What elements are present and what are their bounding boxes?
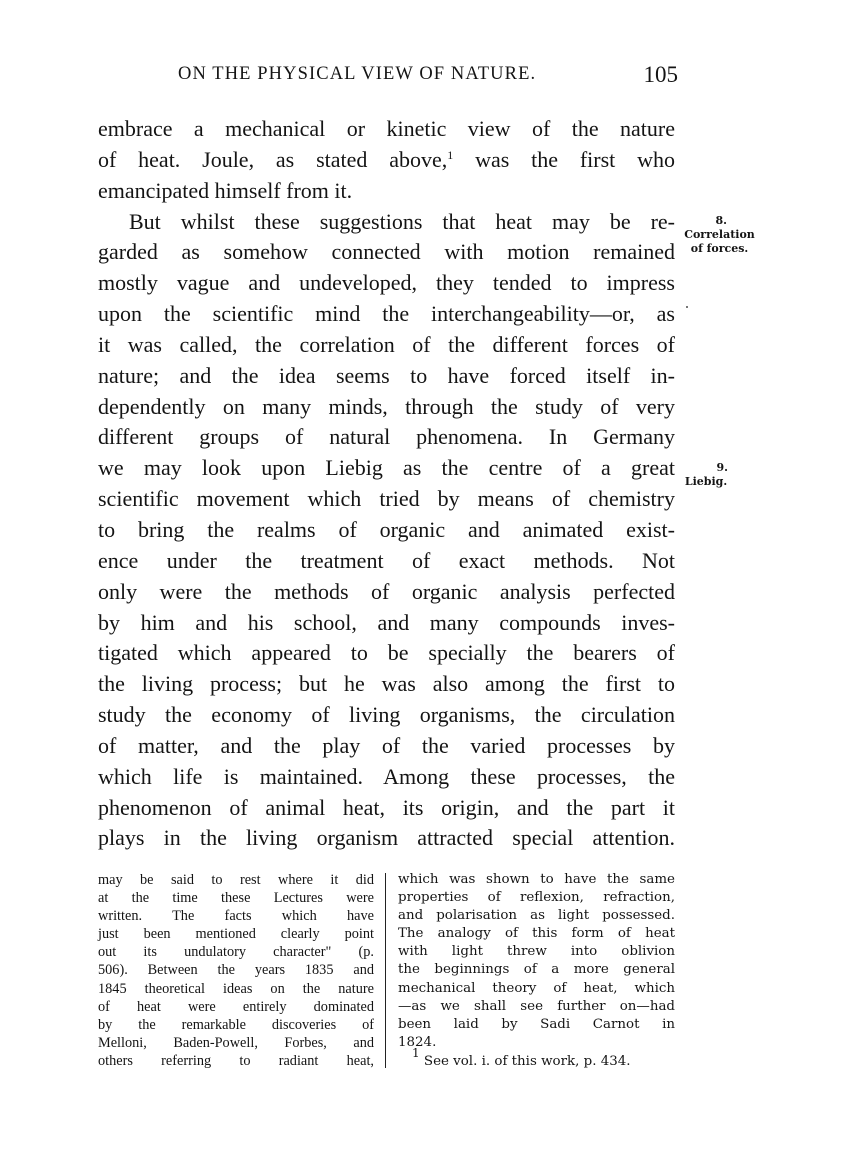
footnote-line: 1845 theoretical ideas on the nature: [98, 980, 374, 997]
footnote-line: The analogy of this form of heat: [398, 926, 675, 942]
footnote-line: 1824.: [398, 1034, 437, 1050]
body-line: But whilst these suggestions that heat may be re-: [129, 208, 675, 234]
body-line: the living process; but he was also among the first to: [98, 671, 675, 697]
body-line: to bring the realms of organic and animated exist-: [98, 516, 675, 542]
footnote-line: just been mentioned clearly point: [98, 926, 374, 943]
body-line-text: was the first who: [453, 146, 676, 172]
body-line: scientific movement which tried by means of chemistry: [98, 486, 675, 512]
column-divider: [385, 873, 386, 1068]
sidenote-line: of forces.: [690, 242, 749, 255]
body-line: it was called, the correlation of the different forces of: [98, 331, 675, 357]
body-line: embrace a mechanical or kinetic view of the nature: [98, 116, 675, 141]
footnote-line: at the time these Lectures were: [98, 890, 374, 907]
body-line: we may look upon Liebig as the centre of a great: [98, 455, 675, 481]
sidenote-line: Liebig.: [684, 475, 728, 488]
margin-mark: [686, 306, 688, 308]
footnote-line: mechanical theory of heat, which: [398, 980, 675, 996]
body-line: study the economy of living organisms, the circulation: [98, 702, 675, 728]
body-line: by him and his school, and many compounds inves-: [98, 609, 675, 635]
footnote-1: [398, 1045, 675, 1072]
footnote-line: of heat were entirely dominated: [98, 998, 374, 1015]
footnote-line: may be said to rest where it did: [98, 872, 374, 888]
body-line: phenomenon of animal heat, its origin, and the part it: [98, 794, 675, 820]
body-line: [98, 145, 675, 176]
footnote-line: written. The facts which have: [98, 908, 374, 925]
footnote-line: properties of reflexion, refraction,: [398, 890, 675, 906]
footnote-line: with light threw into oblivion: [398, 944, 675, 960]
footnote-line: by the remarkable discoveries of: [98, 1016, 374, 1033]
footnote-marker: 1: [412, 1045, 420, 1060]
footnote-text: See vol. i. of this work, p. 434.: [419, 1053, 631, 1069]
footnote-line: Melloni, Baden-Powell, Forbes, and: [98, 1034, 374, 1051]
footnote-line: out its undulatory character" (p.: [98, 944, 374, 961]
body-line: plays in the living organism attracted special attention.: [98, 825, 675, 851]
footnote-line: —as we shall see further on—had: [398, 998, 675, 1014]
body-line: dependently on many minds, through the study of very: [98, 393, 675, 419]
footnote-column-left: [98, 871, 374, 1070]
body-line: upon the scientific mind the interchangeability—or, as: [98, 301, 675, 327]
sidenote-line: Correlation: [684, 228, 755, 241]
sidenote-number: 8.: [715, 214, 727, 227]
footnote-line: which was shown to have the same: [398, 872, 675, 887]
footnote-line: the beginnings of a more general: [398, 962, 675, 978]
footnote-reference: 1: [447, 147, 454, 162]
body-line: garded as somehow connected with motion remained: [98, 239, 675, 265]
footnote-column-right: [398, 871, 675, 1072]
footnotes: [98, 871, 675, 1081]
sidenote-liebig: [682, 461, 730, 489]
page-number: 105: [643, 62, 678, 87]
body-line: which life is maintained. Among these processes, the: [98, 763, 675, 789]
body-line-text: of heat. Joule, as stated above,: [98, 146, 448, 172]
body-line: emancipated himself from it.: [98, 177, 353, 203]
footnote-line: been laid by Sadi Carnot in: [398, 1016, 675, 1032]
body-line: tigated which appeared to be specially the bearers of: [98, 640, 675, 666]
body-line: only were the methods of organic analysis perfected: [98, 578, 675, 604]
body-line: of matter, and the play of the varied processes by: [98, 732, 675, 758]
body-text: [98, 114, 675, 854]
body-line: ence under the treatment of exact methods. Not: [98, 547, 675, 573]
sidenote-number: 9.: [716, 461, 728, 474]
body-line: different groups of natural phenomena. In Germany: [98, 424, 675, 450]
body-line: mostly vague and undeveloped, they tended to impress: [98, 270, 675, 296]
body-line: nature; and the idea seems to have forced itself in-: [98, 362, 675, 388]
footnote-line: others referring to radiant heat,: [98, 1052, 374, 1069]
sidenote-correlation: [682, 214, 757, 256]
footnote-line: 506). Between the years 1835 and: [98, 962, 374, 979]
running-title: ON THE PHYSICAL VIEW OF NATURE.: [178, 64, 537, 84]
footnote-line: and polarisation as light possessed.: [398, 908, 675, 924]
page-header: [178, 62, 678, 92]
